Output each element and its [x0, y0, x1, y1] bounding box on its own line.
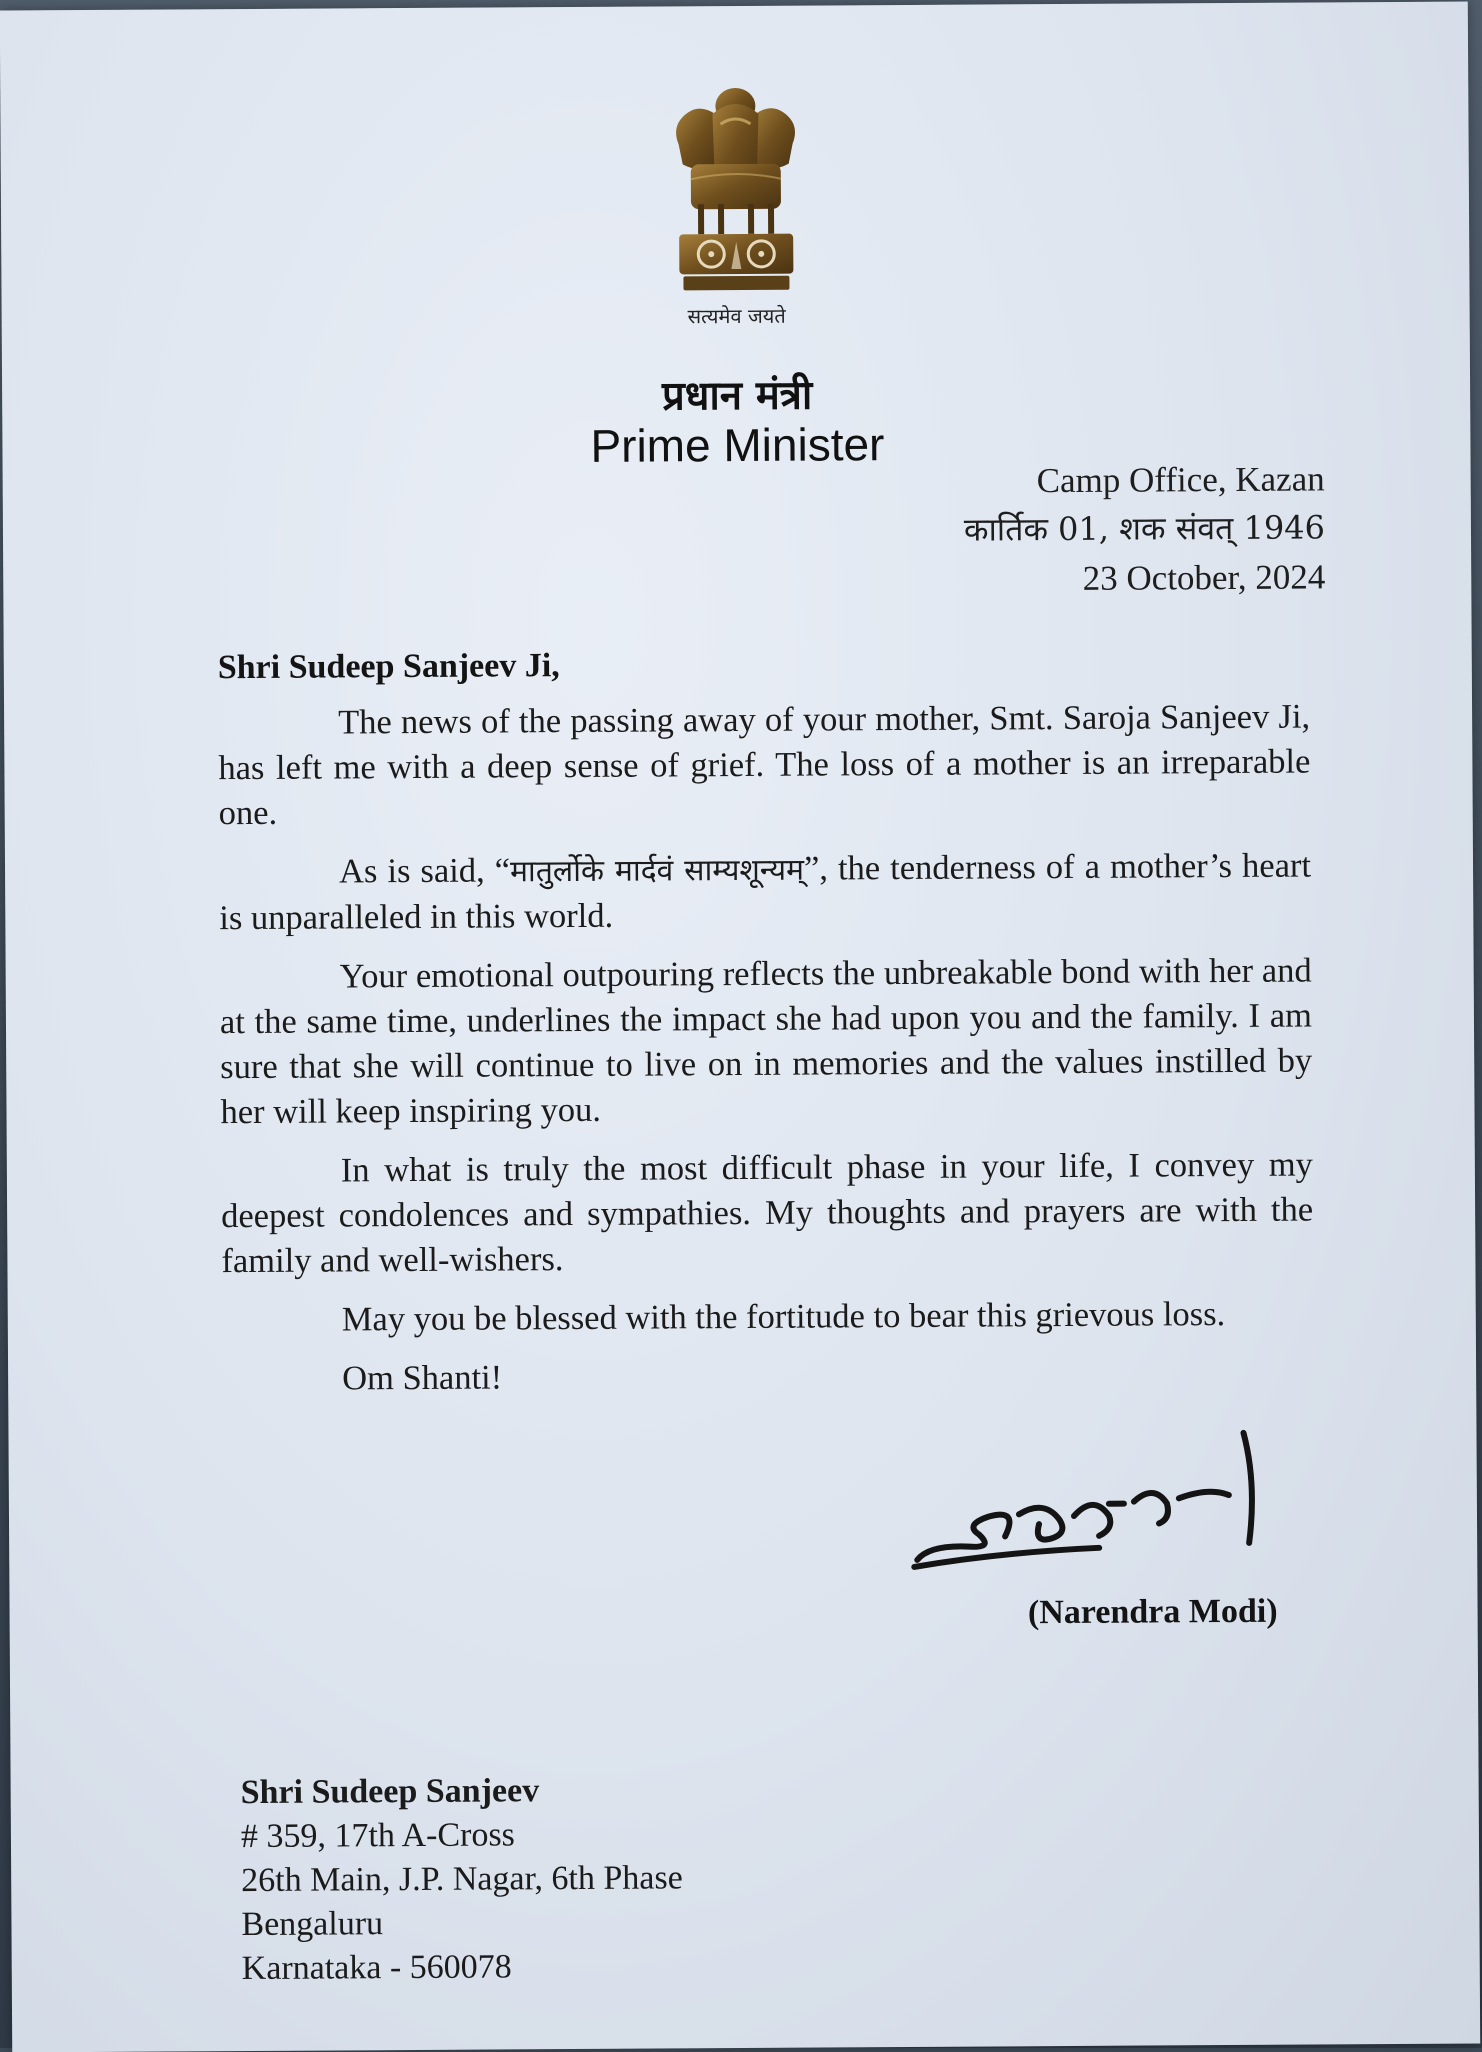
letter-meta — [964, 454, 1326, 603]
salutation: Shri Sudeep Sanjeev Ji, — [217, 647, 560, 687]
recipient-address — [241, 1768, 684, 1991]
national-emblem-icon — [660, 84, 811, 310]
letter-sheet — [0, 2, 1480, 2052]
national-motto: सत्यमेव जयते — [687, 303, 786, 329]
quote-prefix: As is said, “ — [338, 851, 511, 891]
address-line-2: 26th Main, J.P. Nagar, 6th Phase — [241, 1859, 683, 1900]
letter-body — [218, 695, 1314, 1417]
handwritten-signature — [908, 1423, 1299, 1575]
recipient-name: Shri Sudeep Sanjeev — [240, 1772, 540, 1812]
address-line-1: # 359, 17th A-Cross — [240, 1816, 515, 1856]
paragraph-om-shanti: Om Shanti! — [342, 1358, 503, 1398]
date-hindi: कार्तिक 01, शक संवत् 1946 — [963, 508, 1326, 549]
address-state-pin: Karnataka - 560078 — [241, 1948, 512, 1988]
signatory-name: (Narendra Modi) — [1027, 1592, 1278, 1632]
date-english: 23 October, 2024 — [1082, 557, 1326, 598]
camp-office: Camp Office, Kazan — [1036, 459, 1325, 501]
paragraph-quote — [219, 844, 1312, 942]
paragraph-fortitude: May you be blessed with the fortitude to bear this grievous loss. — [341, 1295, 1226, 1339]
paragraph-bond: Your emotional outpouring reflects the unbreakable bond with her and at the same time, underlines the impact she had upon you and the family. I am sure that she will continue to live on in memories and the values instilled by her will keep inspiring you. — [219, 951, 1313, 1132]
sanskrit-quote: मातुर्लोके मार्दवं साम्यशून्यम् — [509, 852, 805, 890]
address-city: Bengaluru — [241, 1905, 384, 1944]
paragraph-condolence: The news of the passing away of your mother, Smt. Saroja Sanjeev Ji, has left me with a deep sense of grief. The loss of a mother is an irreparable one. — [218, 697, 1311, 833]
office-title-hindi: प्रधान मंत्री — [661, 372, 813, 420]
paragraph-sympathies: In what is truly the most difficult phase in your life, I convey my deepest condolences and sympathies. My thoughts and prayers are with the family and well-wishers. — [221, 1145, 1314, 1281]
quote-suffix: ”, the tenderness of a mother’s heart is unparalleled in this world. — [219, 846, 1312, 938]
office-title-english: Prime Minister — [590, 418, 885, 472]
